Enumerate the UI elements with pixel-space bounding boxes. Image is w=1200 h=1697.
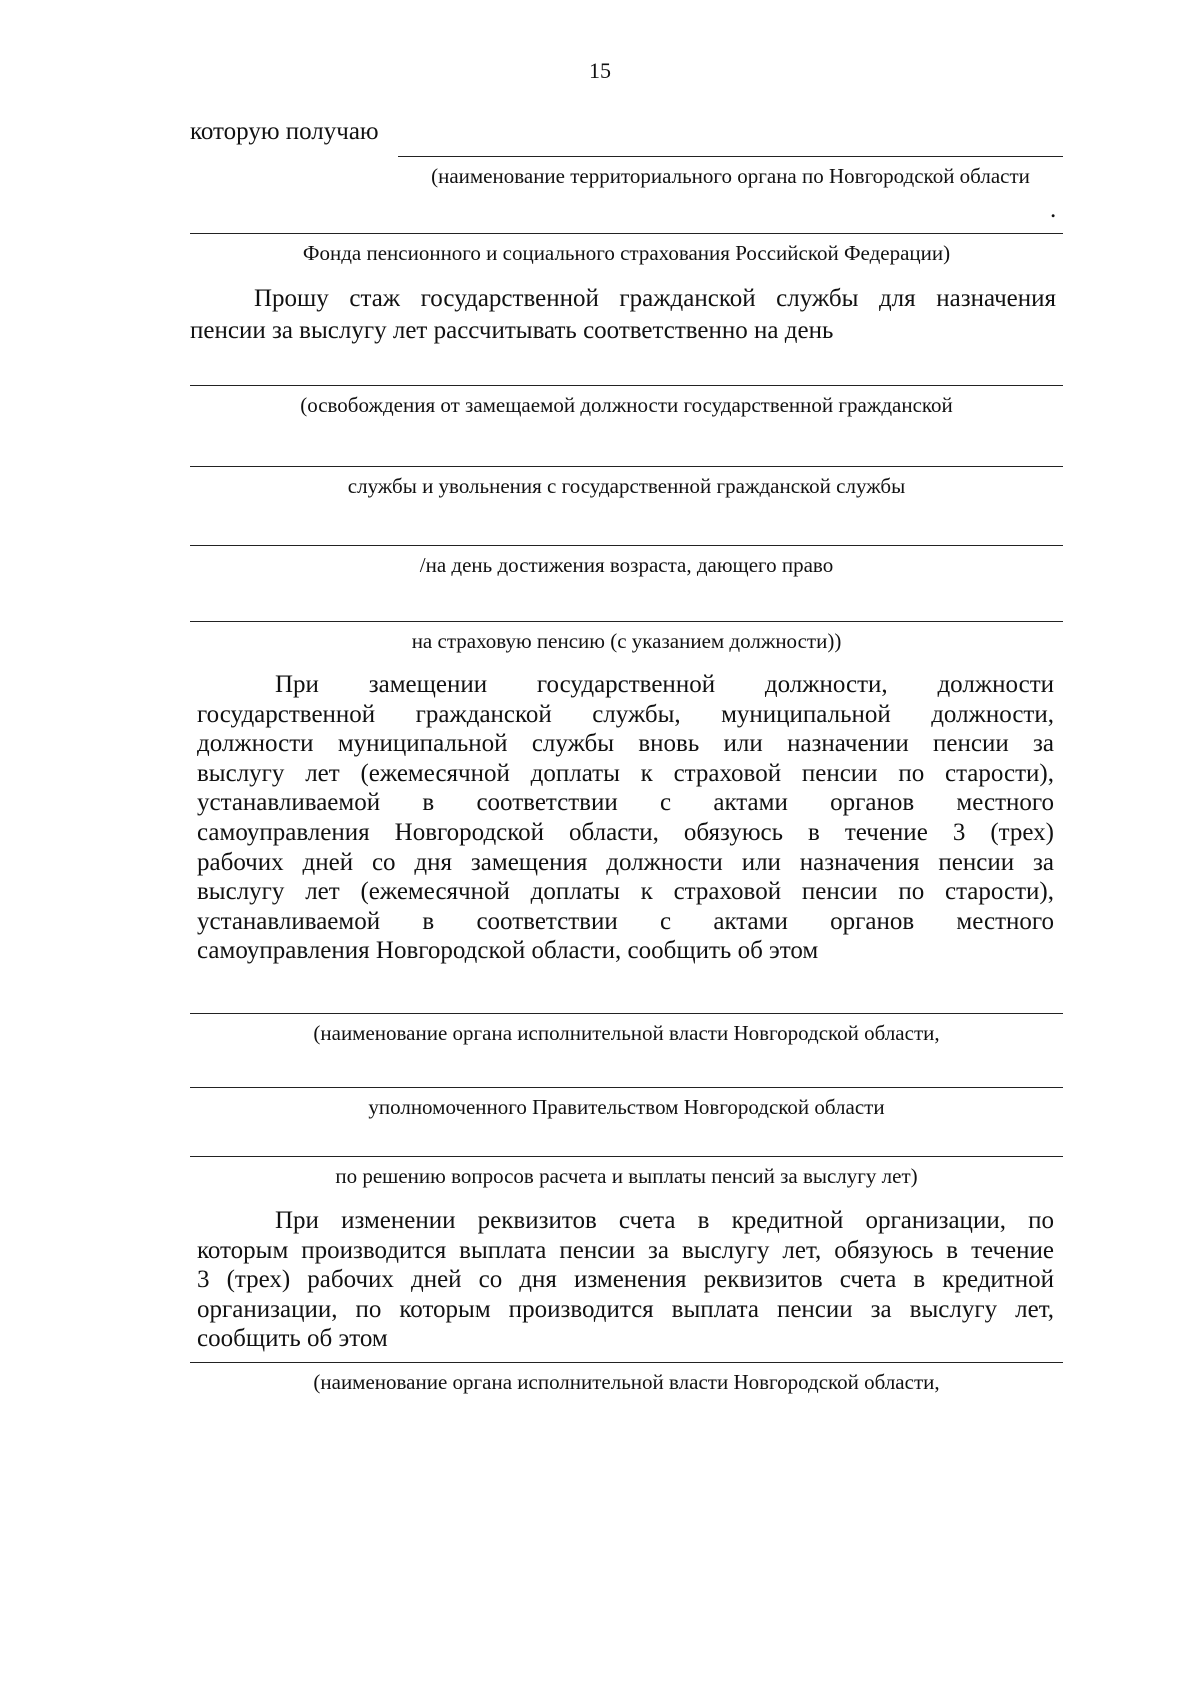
fill-line-release-1: [190, 385, 1063, 386]
caption-release-1: (освобождения от замещаемой должности государственной гражданской: [300, 393, 953, 417]
paragraph-line: пенсии за выслугу лет рассчитывать соответственно на день: [190, 317, 834, 344]
paragraph-line: выслугу лет (ежемесячной доплаты к страховой пенсии по старости),: [197, 878, 1054, 906]
fill-line-exec-organ-4: [190, 1362, 1063, 1363]
paragraph-line: самоуправления Новгородской области, обязуюсь в течение 3 (трех): [197, 818, 1054, 846]
caption-exec-organ-4: (наименование органа исполнительной власти Новгородской области,: [313, 1370, 940, 1394]
fill-line-release-3: [190, 545, 1063, 546]
paragraph-line: которым производится выплата пенсии за выслугу лет, обязуюсь в течение: [197, 1236, 1054, 1264]
fill-line-territorial-2: [190, 233, 1063, 234]
caption-territorial-organ-1: (наименование территориального органа по Новгородской области: [431, 164, 1030, 188]
caption-release-3: /на день достижения возраста, дающего право: [419, 553, 834, 577]
paragraph-line: рабочих дней со дня замещения должности или назначения пенсии за: [197, 848, 1054, 876]
fill-line-exec-organ-1: [190, 1013, 1063, 1014]
caption-release-4: на страховую пенсию (с указанием должности)): [411, 629, 842, 653]
paragraph-line: организации, по которым производится выплата пенсии за выслугу лет,: [197, 1295, 1054, 1323]
paragraph-line: государственной гражданской службы, муниципальной должности,: [197, 700, 1054, 728]
paragraph-line: должности муниципальной службы вновь или назначении пенсии за: [197, 730, 1054, 758]
fill-line-release-4: [190, 621, 1063, 622]
page-number: 15: [589, 58, 611, 83]
paragraph-line: Прошу стаж государственной гражданской службы для назначения: [254, 285, 1056, 312]
fill-line-territorial-1: [398, 156, 1063, 157]
paragraph-line: При замещении государственной должности, должности: [275, 671, 1054, 698]
caption-release-2: службы и увольнения с государственной гражданской службы: [347, 474, 906, 498]
fill-line-release-2: [190, 466, 1063, 467]
paragraph-line: При изменении реквизитов счета в кредитной организации, по: [275, 1207, 1054, 1234]
caption-exec-organ-1: (наименование органа исполнительной власти Новгородской области,: [313, 1021, 940, 1045]
paragraph-obligation-position: [197, 670, 1054, 966]
intro-text: которую получаю: [190, 118, 379, 145]
paragraph-line: 3 (трех) рабочих дней со дня изменения реквизитов счета в кредитной: [197, 1266, 1054, 1294]
caption-territorial-organ-2: Фонда пенсионного и социального страхования Российской Федерации): [302, 241, 951, 265]
paragraph-line: самоуправления Новгородской области, сообщить об этом: [197, 937, 819, 965]
paragraph-line: устанавливаемой в соответствии с актами органов местного: [197, 789, 1054, 817]
paragraph-line: сообщить об этом: [197, 1325, 388, 1353]
caption-exec-organ-3: по решению вопросов расчета и выплаты пенсий за выслугу лет): [335, 1164, 918, 1188]
paragraph-line: выслугу лет (ежемесячной доплаты к страховой пенсии по старости),: [197, 759, 1054, 787]
paragraph-request: [190, 283, 1056, 347]
paragraph-line: устанавливаемой в соответствии с актами органов местного: [197, 907, 1054, 935]
fill-line-exec-organ-2: [190, 1087, 1063, 1088]
fill-line-exec-organ-3: [190, 1156, 1063, 1157]
paragraph-obligation-account: [197, 1206, 1054, 1354]
stray-dot: .: [1050, 196, 1057, 223]
caption-exec-organ-2: уполномоченного Правительством Новгородской области: [368, 1095, 885, 1119]
